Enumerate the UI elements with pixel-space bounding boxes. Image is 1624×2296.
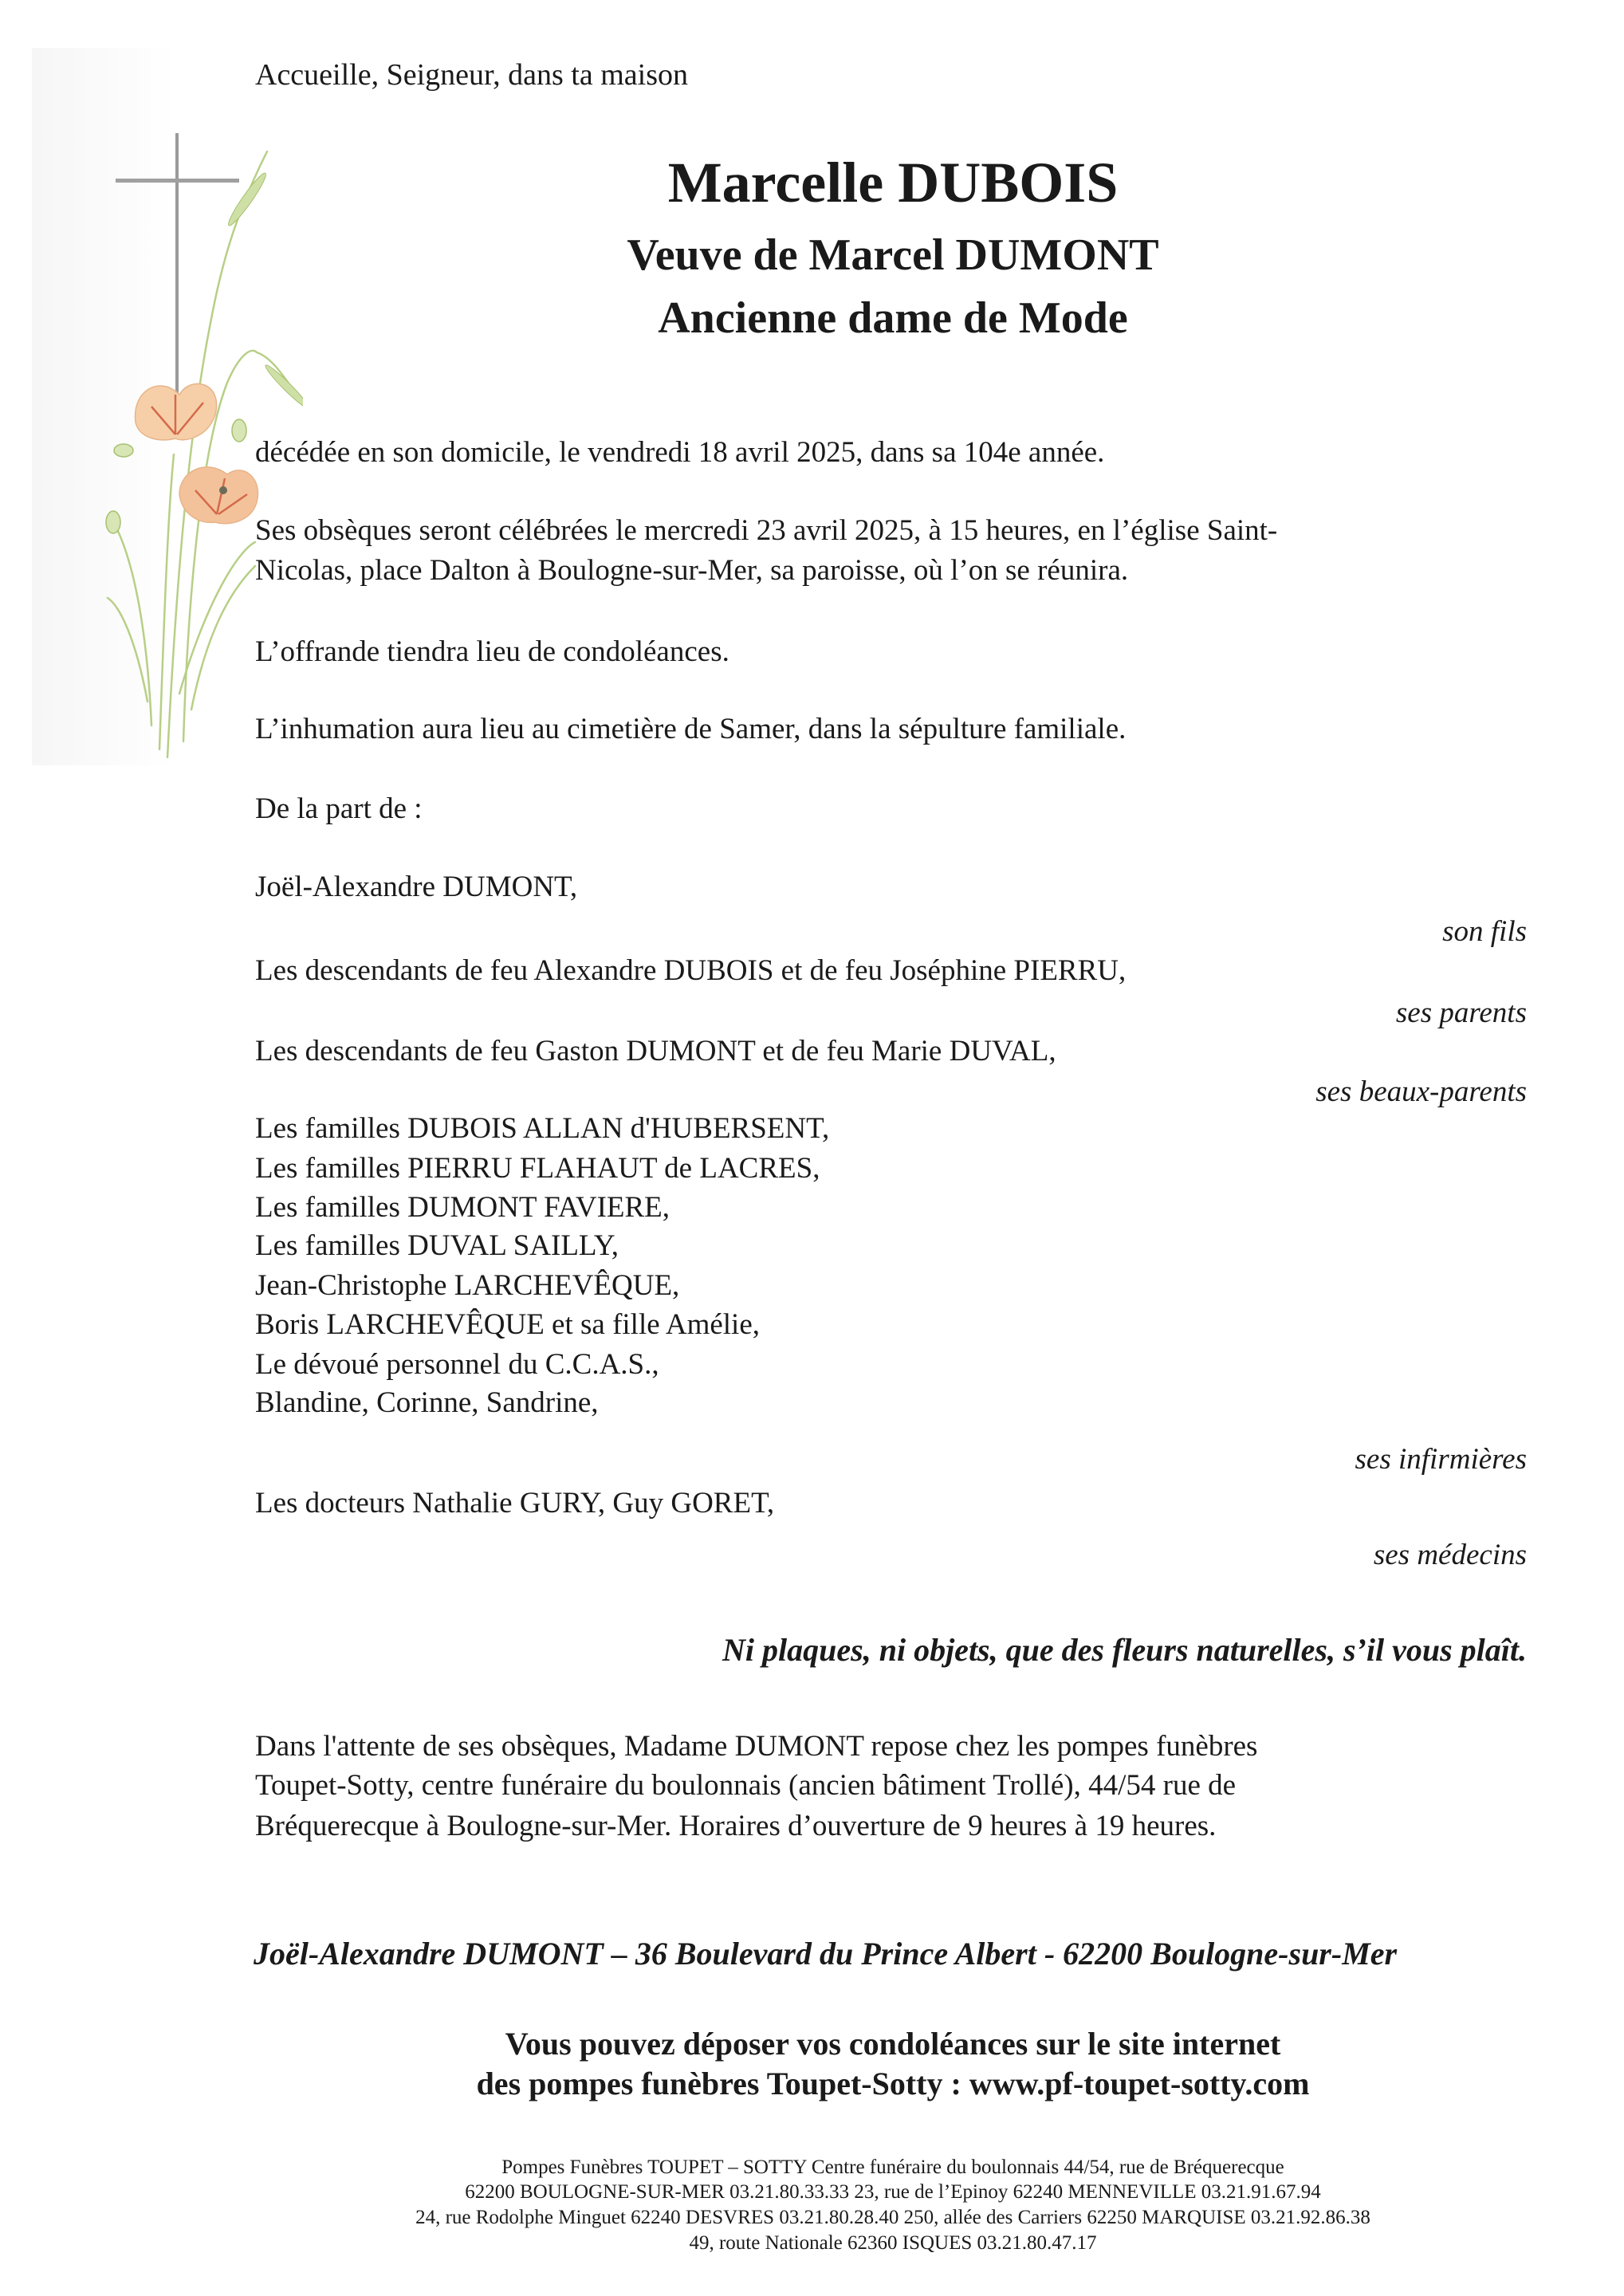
condolences-line-2: des pompes funèbres Toupet-Sotty : www.pf-toupet-sotty.com xyxy=(476,2066,1310,2101)
family-son: Joël-Alexandre DUMONT, xyxy=(255,871,578,903)
relation-parents: ses parents xyxy=(1395,997,1527,1029)
family-list-item: Le dévoué personnel du C.C.A.S., xyxy=(255,1348,659,1381)
relation-doctors: ses médecins xyxy=(1373,1539,1527,1571)
poppy-flower-icon xyxy=(179,467,258,524)
family-list-item: Les familles DUVAL SAILLY, xyxy=(255,1229,619,1262)
deceased-name: Marcelle DUBOIS xyxy=(667,151,1119,214)
footer-line: 62200 BOULOGNE-SUR-MER 03.21.80.33.33 23, rue de l’Epinoy 62240 MENNEVILLE 03.21.91.67.94 xyxy=(465,2181,1321,2203)
funeral-line-1: Ses obsèques seront célébrées le mercredi 23 avril 2025, à 15 heures, en l’église Saint- xyxy=(255,514,1278,547)
cross-icon xyxy=(116,133,239,436)
funeral-line-2: Nicolas, place Dalton à Boulogne-sur-Mer, sa paroisse, où l’on se réunira. xyxy=(255,554,1129,587)
poppy-flower-icon xyxy=(136,383,217,439)
footer-line: 49, route Nationale 62360 ISQUES 03.21.80.47.17 xyxy=(689,2232,1097,2254)
from-label: De la part de : xyxy=(255,792,423,825)
footer-line: Pompes Funèbres TOUPET – SOTTY Centre funéraire du boulonnais 44/54, rue de Bréquerecque xyxy=(501,2156,1284,2178)
family-doctors: Les docteurs Nathalie GURY, Guy GORET, xyxy=(255,1487,775,1520)
epigraph: Accueille, Seigneur, dans ta maison xyxy=(255,58,688,92)
flowers-note: Ni plaques, ni objets, que des fleurs naturelles, s’il vous plaît. xyxy=(722,1632,1527,1668)
family-list-item: Blandine, Corinne, Sandrine, xyxy=(255,1386,599,1419)
repose-line-2: Toupet-Sotty, centre funéraire du boulonnais (ancien bâtiment Trollé), 44/54 rue de xyxy=(255,1769,1237,1802)
burial-note: L’inhumation aura lieu au cimetière de Samer, dans la sépulture familiale. xyxy=(255,713,1127,745)
family-list-item: Les familles DUBOIS ALLAN d'HUBERSENT, xyxy=(255,1112,830,1145)
relation-nurses: ses infirmières xyxy=(1355,1443,1527,1476)
family-list-item: Les familles DUMONT FAVIERE, xyxy=(255,1191,670,1224)
repose-line-3: Bréquerecque à Boulogne-sur-Mer. Horaires d’ouverture de 9 heures à 19 heures. xyxy=(255,1810,1217,1842)
relation-in-laws: ses beaux-parents xyxy=(1315,1075,1527,1108)
family-list-item: Jean-Christophe LARCHEVÊQUE, xyxy=(255,1269,680,1302)
relation-son: son fils xyxy=(1442,915,1527,948)
family-list-item: Boris LARCHEVÊQUE et sa fille Amélie, xyxy=(255,1308,761,1341)
condolences-line-1: Vous pouvez déposer vos condoléances sur le site internet xyxy=(505,2026,1281,2062)
widow-of: Veuve de Marcel DUMONT xyxy=(627,230,1159,280)
contact-address: Joël-Alexandre DUMONT – 36 Boulevard du Prince Albert - 62200 Boulogne-sur-Mer xyxy=(254,1936,1398,1972)
family-list-item: Les familles PIERRU FLAHAUT de LACRES, xyxy=(255,1152,820,1185)
death-notice: décédée en son domicile, le vendredi 18 avril 2025, dans sa 104e année. xyxy=(255,436,1105,469)
occupation: Ancienne dame de Mode xyxy=(658,293,1128,343)
family-in-laws: Les descendants de feu Gaston DUMONT et de feu Marie DUVAL, xyxy=(255,1035,1056,1067)
repose-line-1: Dans l'attente de ses obsèques, Madame DUMONT repose chez les pompes funèbres xyxy=(255,1730,1258,1763)
offering-note: L’offrande tiendra lieu de condoléances. xyxy=(255,635,729,668)
family-parents: Les descendants de feu Alexandre DUBOIS et de feu Joséphine PIERRU, xyxy=(255,954,1127,987)
footer-line: 24, rue Rodolphe Minguet 62240 DESVRES 03.21.80.28.40 250, allée des Carriers 62250 MARQUISE 03.21.92.86.38 xyxy=(415,2207,1370,2228)
